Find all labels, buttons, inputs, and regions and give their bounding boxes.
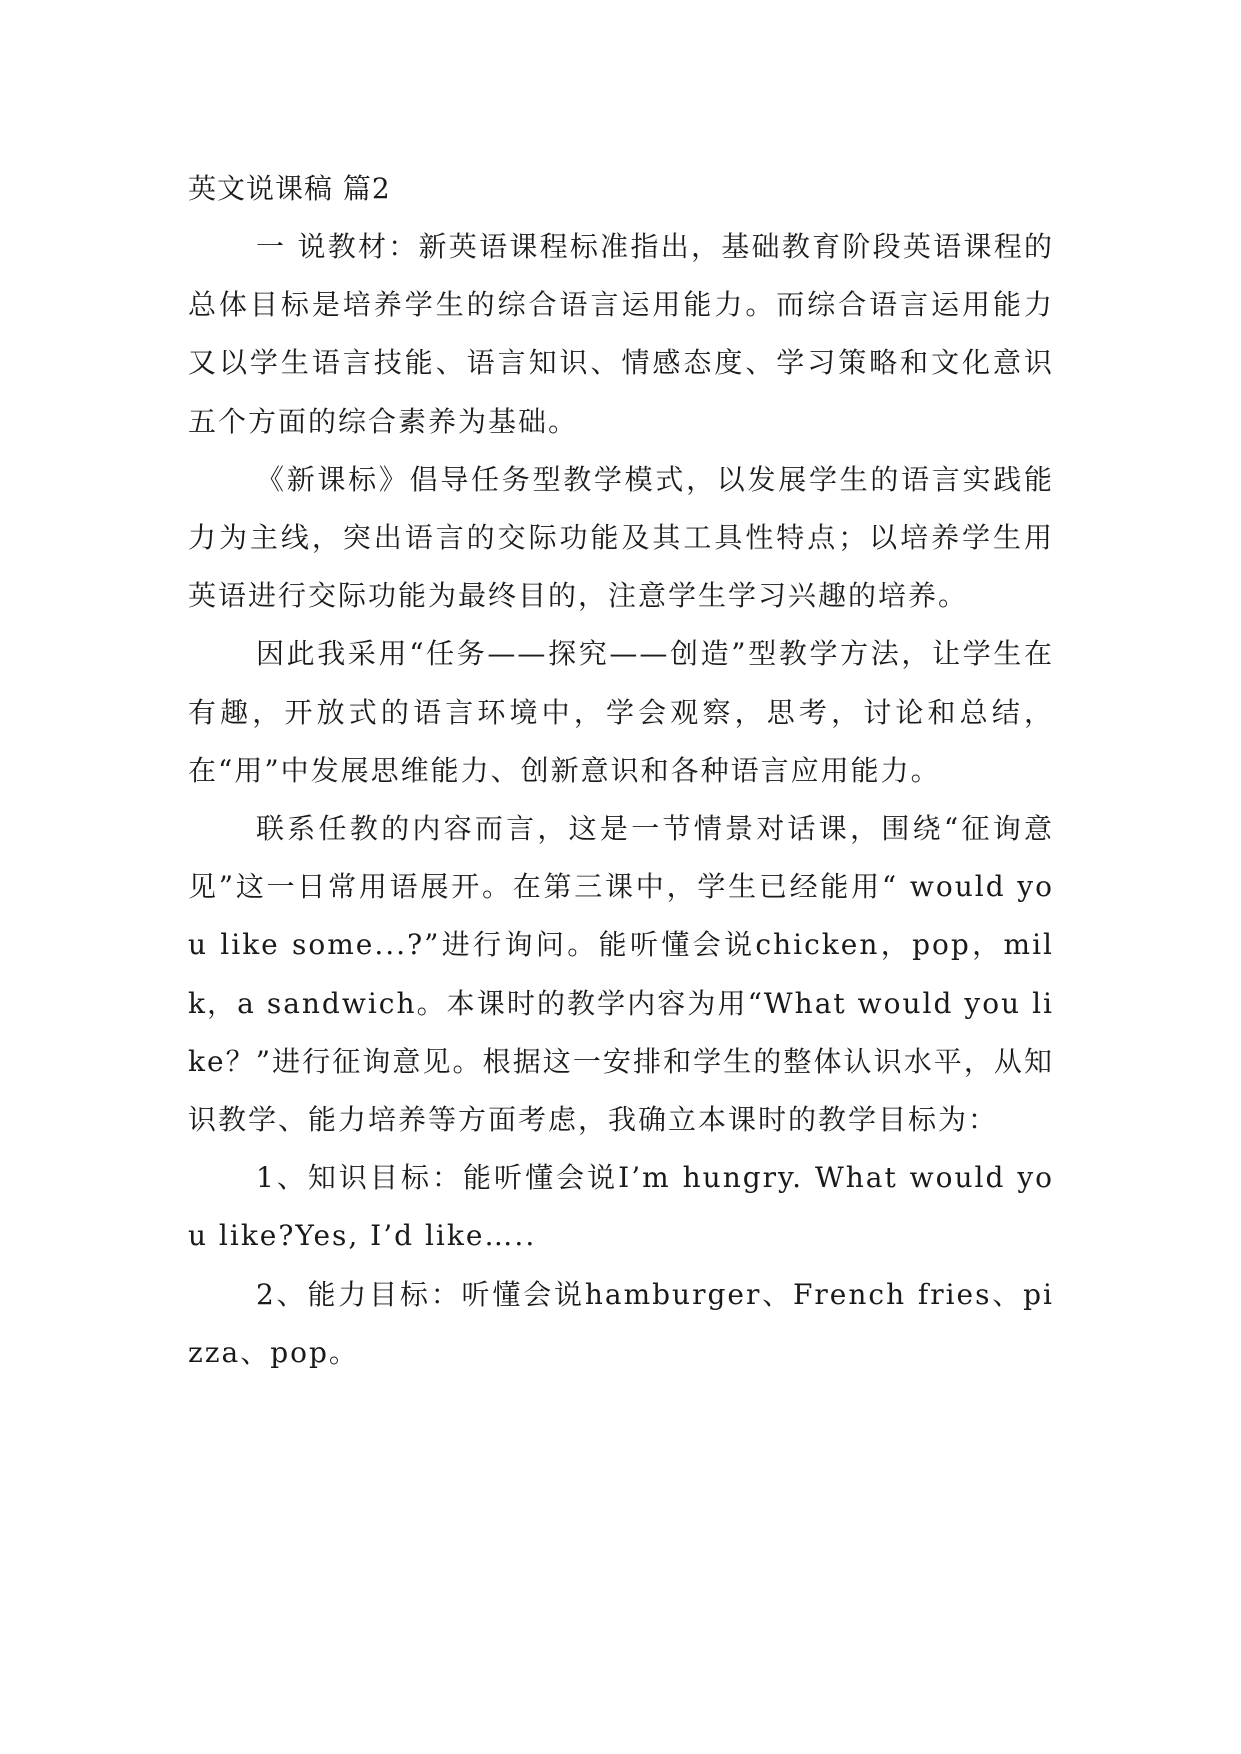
paragraph-teaching-material: 一 说教材：新英语课程标准指出，基础教育阶段英语课程的总体目标是培养学生的综合语言运用能力。而综合语言运用能力又以学生语言技能、语言知识、情感态度、学习策略和文化意识五个方面的综合素养为基础。 (188, 230, 1054, 438)
paragraph-new-curriculum: 《新课标》倡导任务型教学模式，以发展学生的语言实践能力为主线，突出语言的交际功能及其工具性特点；以培养学生用英语进行交际功能为最终目的，注意学生学习兴趣的培养。 (188, 462, 1054, 613)
paragraph-ability-goal: 2、能力目标：听懂会说hamburger、French fries、pizza、pop。 (188, 1277, 1054, 1369)
document-body (188, 160, 1054, 1382)
paragraph-lesson-content: 联系任教的内容而言，这是一节情景对话课，围绕“征询意见”这一日常用语展开。在第三课中，学生已经能用“ would you like some...?”进行询问。能听懂会说chicken，pop，milk，a sandwich。本课时的教学内容为用“What would you like？”进行征询意见。根据这一安排和学生的整体认识水平，从知识教学、能力培养等方面考虑，我确立本课时的教学目标为： (188, 812, 1054, 1137)
paragraph-knowledge-goal: 1、知识目标：能听懂会说I’m hungry. What would you like?Yes, I’d like….. (188, 1161, 1054, 1253)
paragraph-teaching-method: 因此我采用“任务——探究——创造”型教学方法，让学生在有趣，开放式的语言环境中，学会观察，思考，讨论和总结，在“用”中发展思维能力、创新意识和各种语言应用能力。 (188, 637, 1054, 787)
document-title: 英文说课稿 篇2 (188, 172, 391, 205)
